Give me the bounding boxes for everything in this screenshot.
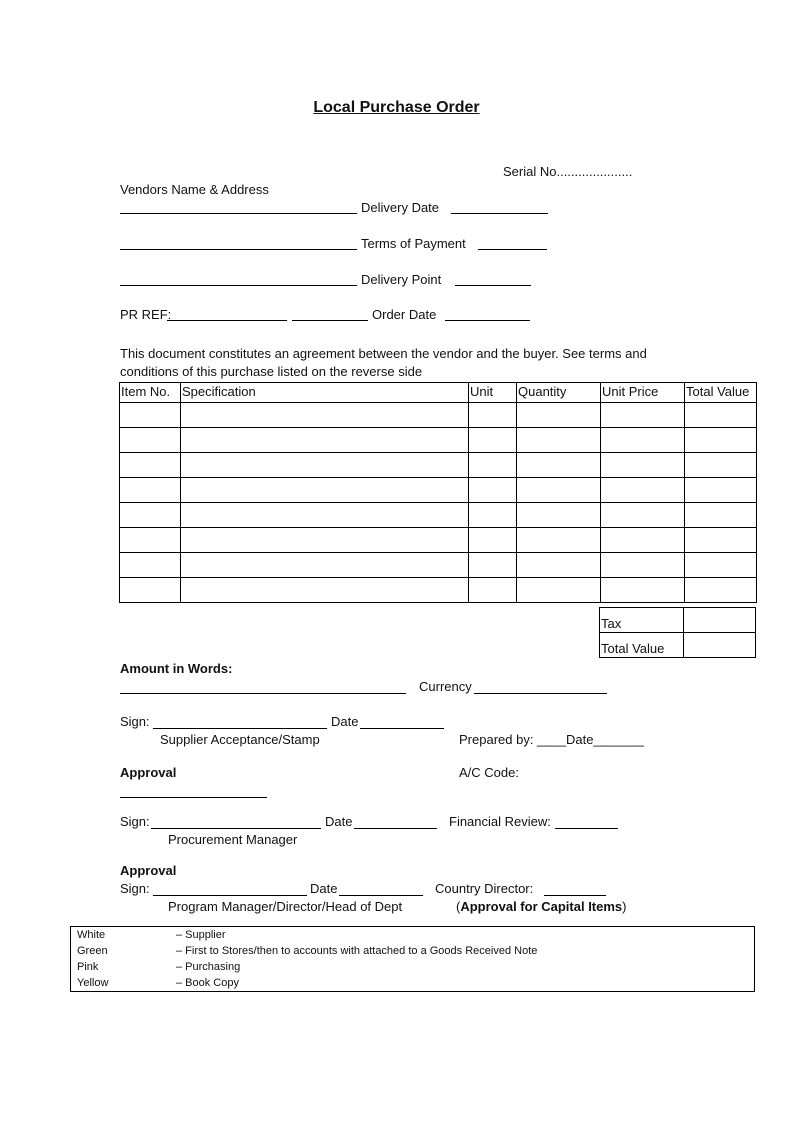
total-value-row	[600, 633, 756, 658]
program-sign-label: Sign:	[120, 881, 150, 896]
table-cell[interactable]	[120, 428, 181, 453]
table-cell[interactable]	[469, 553, 517, 578]
procurement-sign-label: Sign:	[120, 814, 150, 829]
table-cell[interactable]	[469, 453, 517, 478]
table-cell[interactable]	[469, 428, 517, 453]
table-cell[interactable]	[601, 403, 685, 428]
program-manager-label: Program Manager/Director/Head of Dept	[168, 899, 403, 914]
order-date-field[interactable]	[445, 320, 530, 321]
program-date-field[interactable]	[339, 895, 423, 896]
table-cell[interactable]	[517, 478, 601, 503]
table-cell[interactable]	[181, 553, 469, 578]
capital-items-text: Approval for Capital Items	[460, 899, 623, 914]
table-cell[interactable]	[517, 553, 601, 578]
country-director-label: Country Director:	[435, 881, 534, 896]
table-header-row	[120, 383, 757, 403]
table-cell[interactable]	[120, 453, 181, 478]
capital-items-note	[456, 899, 627, 914]
table-cell[interactable]	[120, 528, 181, 553]
program-date-label: Date	[310, 881, 338, 896]
table-cell[interactable]	[469, 503, 517, 528]
table-cell[interactable]	[685, 553, 757, 578]
table-cell[interactable]	[181, 403, 469, 428]
vendor-label: Vendors Name & Address	[120, 182, 269, 197]
procurement-manager-label: Procurement Manager	[168, 832, 298, 847]
table-cell[interactable]	[517, 403, 601, 428]
supplier-acceptance-label: Supplier Acceptance/Stamp	[160, 732, 320, 747]
table-cell[interactable]	[685, 528, 757, 553]
agreement-text-line-2: conditions of this purchase listed on the reverse side	[120, 364, 423, 379]
totals-table	[599, 607, 756, 658]
header-total-value: Total Value	[685, 383, 757, 403]
supplier-sign-label: Sign:	[120, 714, 150, 729]
amount-in-words-label: Amount in Words:	[120, 661, 233, 676]
table-cell[interactable]	[469, 478, 517, 503]
header-quantity: Quantity	[517, 383, 601, 403]
table-cell[interactable]	[601, 478, 685, 503]
table-cell[interactable]	[685, 403, 757, 428]
table-cell[interactable]	[181, 428, 469, 453]
terms-of-payment-field[interactable]	[478, 249, 547, 250]
table-row	[120, 403, 757, 428]
table-cell[interactable]	[685, 578, 757, 603]
order-date-label: Order Date	[372, 307, 437, 322]
program-sign-field[interactable]	[153, 895, 307, 896]
table-row	[120, 478, 757, 503]
prepared-by-label[interactable]: Prepared by: ____Date_______	[459, 732, 645, 747]
delivery-point-field[interactable]	[455, 285, 531, 286]
tax-label: Tax	[600, 608, 684, 633]
table-cell[interactable]	[517, 578, 601, 603]
supplier-sign-field[interactable]	[153, 728, 327, 729]
vendor-line-3[interactable]	[120, 285, 357, 286]
table-cell[interactable]	[181, 578, 469, 603]
currency-label: Currency	[419, 679, 472, 694]
capital-items-close: )	[622, 899, 627, 914]
header-item-no: Item No.	[120, 383, 181, 403]
vendor-line-2[interactable]	[120, 249, 357, 250]
pr-ref-field-2[interactable]	[292, 320, 368, 321]
serial-number: Serial No.....................	[503, 164, 633, 179]
table-cell[interactable]	[120, 578, 181, 603]
table-cell[interactable]	[181, 503, 469, 528]
table-cell[interactable]	[601, 453, 685, 478]
procurement-date-label: Date	[325, 814, 353, 829]
items-table	[119, 382, 757, 603]
table-cell[interactable]	[601, 578, 685, 603]
table-row	[120, 503, 757, 528]
table-cell[interactable]	[601, 528, 685, 553]
table-cell[interactable]	[601, 428, 685, 453]
table-cell[interactable]	[517, 428, 601, 453]
document-title: Local Purchase Order	[313, 99, 480, 116]
delivery-date-field[interactable]	[451, 213, 548, 214]
total-value-label: Total Value	[600, 633, 684, 658]
copy-color: Green	[77, 945, 108, 957]
approval-field[interactable]	[120, 797, 267, 798]
copy-description: – First to Stores/then to accounts with attached to a Goods Received Note	[176, 945, 538, 957]
pr-ref-field[interactable]	[167, 320, 287, 321]
table-cell[interactable]	[181, 528, 469, 553]
copy-distribution-box	[70, 926, 755, 992]
table-cell[interactable]	[469, 403, 517, 428]
copy-color: Pink	[77, 961, 99, 973]
procurement-date-field[interactable]	[354, 828, 437, 829]
vendor-line-1[interactable]	[120, 213, 357, 214]
table-cell[interactable]	[601, 553, 685, 578]
copy-color: Yellow	[77, 977, 109, 989]
table-cell[interactable]	[601, 503, 685, 528]
table-cell[interactable]	[469, 528, 517, 553]
financial-review-field[interactable]	[555, 828, 618, 829]
approval-heading-2: Approval	[120, 863, 177, 878]
header-unit: Unit	[469, 383, 517, 403]
table-cell[interactable]	[517, 503, 601, 528]
header-unit-price: Unit Price	[601, 383, 685, 403]
table-row	[120, 428, 757, 453]
copy-description: – Purchasing	[176, 961, 241, 973]
ac-code-label: A/C Code:	[459, 765, 519, 780]
currency-field[interactable]	[474, 693, 607, 694]
tax-field[interactable]	[684, 608, 756, 633]
copy-color: White	[77, 929, 106, 941]
supplier-date-field[interactable]	[360, 728, 444, 729]
table-cell[interactable]	[685, 428, 757, 453]
pr-ref-label: PR REF:	[120, 307, 172, 322]
tax-row	[600, 608, 756, 633]
table-row	[120, 528, 757, 553]
delivery-point-label: Delivery Point	[361, 272, 442, 287]
total-value-field[interactable]	[684, 633, 756, 658]
table-cell[interactable]	[120, 503, 181, 528]
delivery-date-label: Delivery Date	[361, 200, 440, 215]
header-specification: Specification	[181, 383, 469, 403]
financial-review-label: Financial Review:	[449, 814, 551, 829]
table-cell[interactable]	[517, 453, 601, 478]
table-cell[interactable]	[469, 578, 517, 603]
table-cell[interactable]	[181, 453, 469, 478]
amount-in-words-field[interactable]	[120, 693, 406, 694]
terms-of-payment-label: Terms of Payment	[361, 236, 466, 251]
procurement-sign-field[interactable]	[151, 828, 321, 829]
copy-description: – Book Copy	[176, 977, 239, 989]
table-cell[interactable]	[120, 403, 181, 428]
table-row	[120, 553, 757, 578]
table-row	[120, 578, 757, 603]
table-cell[interactable]	[685, 453, 757, 478]
table-cell[interactable]	[120, 478, 181, 503]
country-director-field[interactable]	[544, 895, 606, 896]
copy-description: – Supplier	[176, 929, 226, 941]
table-cell[interactable]	[181, 478, 469, 503]
table-cell[interactable]	[120, 553, 181, 578]
agreement-text-line-1: This document constitutes an agreement between the vendor and the buyer. See terms and	[120, 346, 647, 361]
table-cell[interactable]	[685, 478, 757, 503]
table-cell[interactable]	[685, 503, 757, 528]
table-cell[interactable]	[517, 528, 601, 553]
capital-items-open: (	[456, 899, 461, 914]
table-row	[120, 453, 757, 478]
supplier-date-label: Date	[331, 714, 359, 729]
approval-heading: Approval	[120, 765, 177, 780]
